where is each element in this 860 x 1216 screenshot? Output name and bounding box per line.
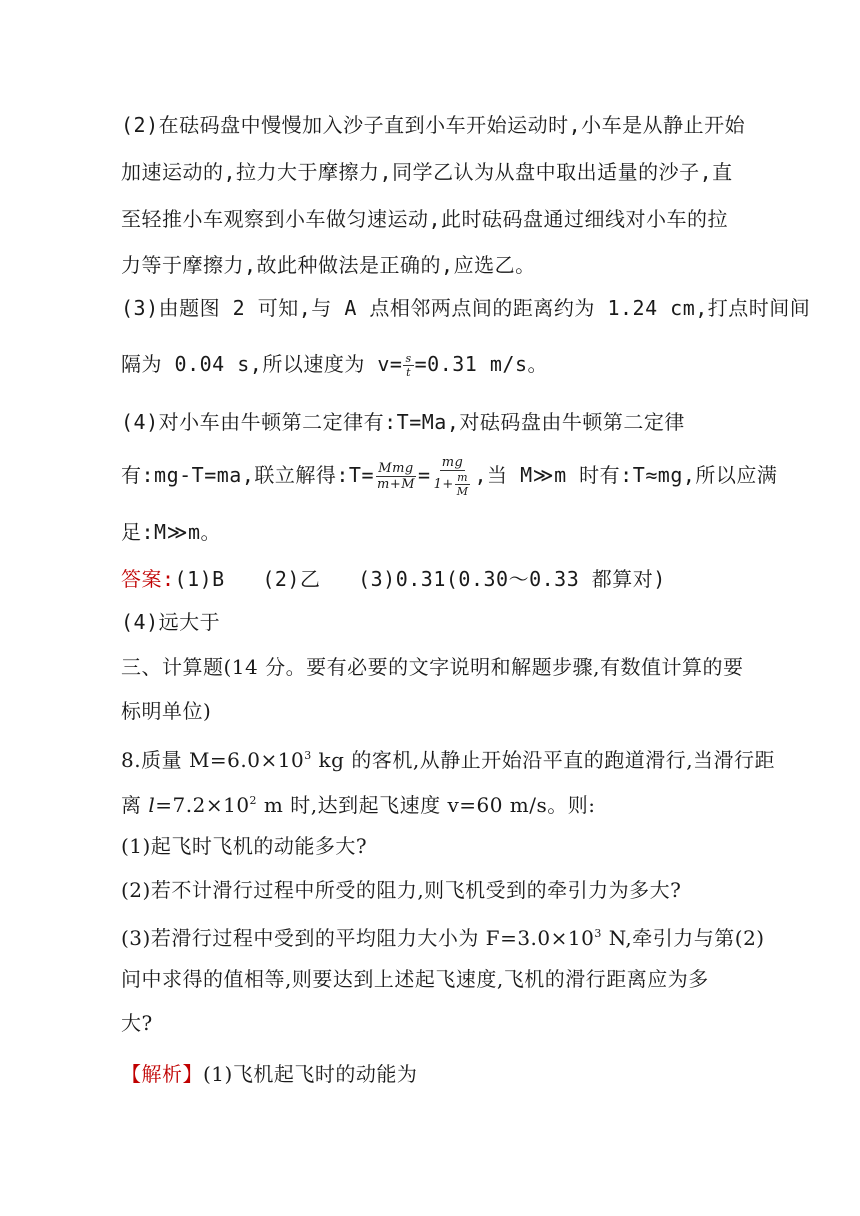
q2-line-1: (2)在砝码盘中慢慢加入沙子直到小车开始运动时,小车是从静止开始	[121, 113, 746, 137]
q2-line-4: 力等于摩擦力,故此种做法是正确的,应选乙。	[121, 253, 536, 277]
analysis-text: (1)飞机起飞时的动能为	[203, 1062, 418, 1086]
problem-8-line-2-pre: 离	[121, 793, 149, 817]
q3-line-2-post: =0.31 m/s。	[414, 352, 548, 376]
problem-8-question-3-line-3: 大?	[121, 1011, 153, 1035]
q3-line-1: (3)由题图 2 可知,与 A 点相邻两点间的距离约为 1.24 cm,打点时间间	[121, 296, 811, 320]
problem-8-line-2	[121, 787, 596, 819]
fraction-numerator: m	[457, 471, 469, 484]
q3-pre: (3)若滑行过程中受到的平均阻力大小为 F=3.0×10	[121, 926, 595, 950]
exponent: 3	[304, 749, 312, 762]
q4-line-3: 足:M≫m。	[121, 520, 222, 544]
fraction-denominator: t	[406, 366, 411, 379]
problem-8-question-1: (1)起飞时飞机的动能多大?	[121, 834, 368, 858]
q4-line-2-post: ,当 M≫m 时有:T≈mg,所以应满	[474, 463, 778, 487]
problem-8-line-1	[121, 742, 775, 774]
q4-line-1: (4)对小车由牛顿第二定律有:T=Ma,对砝码盘由牛顿第二定律	[121, 410, 685, 434]
problem-8-question-2: (2)若不计滑行过程中所受的阻力,则飞机受到的牵引力为多大?	[121, 878, 682, 902]
problem-8-question-3-line-1	[121, 920, 765, 952]
q2-line-3: 至轻推小车观察到小车做匀速运动,此时砝码盘通过细线对小车的拉	[121, 207, 729, 231]
q4-line-2	[121, 456, 777, 497]
velocity-fraction	[403, 353, 413, 378]
problem-8-question-3-line-2: 问中求得的值相等,则要达到上述起飞速度,飞机的滑行距离应为多	[121, 967, 709, 991]
exponent: 3	[594, 927, 602, 940]
fraction-denominator	[432, 471, 474, 497]
problem-8-line-1-pre: 8.质量 M=6.0×10	[121, 748, 305, 772]
fraction-denominator: M	[456, 485, 469, 498]
q2-line-2: 加速运动的,拉力大于摩擦力,同学乙认为从盘中取出适量的沙子,直	[121, 160, 733, 184]
problem-8-line-2-post: m 时,达到起飞速度 v=60 m/s。则:	[257, 793, 596, 817]
fraction-numerator: s	[405, 352, 412, 365]
section-title-line-1: 三、计算题(14 分。要有必要的文字说明和解题步骤,有数值计算的要	[121, 655, 744, 679]
answer-line-2: (4)远大于	[121, 610, 221, 634]
q3-line-2-pre: 隔为 0.04 s,所以速度为 v=	[121, 352, 403, 376]
fraction-numerator: mg	[441, 455, 464, 470]
answer-line-1	[121, 565, 666, 593]
section-title-line-2: 标明单位)	[121, 699, 212, 723]
q4-line-2-pre: 有:mg-T=ma,联立解得:T=	[121, 463, 374, 487]
answer-label: 答案:	[121, 567, 175, 591]
exponent: 2	[249, 794, 258, 807]
fraction-numerator: Mmg	[378, 461, 414, 476]
answer-values: (1)B (2)乙 (3)0.31(0.30～0.33 都算对)	[174, 567, 666, 591]
fraction-denominator: m+M	[377, 477, 416, 492]
denominator-prefix: 1+	[433, 477, 454, 492]
equals-sign: =	[418, 463, 431, 487]
tension-fraction-1	[375, 462, 417, 491]
q3-line-2	[121, 350, 548, 378]
q3-post: N,牵引力与第(2)	[601, 926, 765, 950]
analysis-label: 【解析】	[121, 1062, 203, 1086]
analysis-line	[121, 1060, 417, 1088]
problem-8-line-2-mid: =7.2×10	[155, 793, 250, 817]
inner-fraction	[455, 472, 471, 497]
distance-symbol: l	[148, 793, 156, 817]
tension-fraction-2	[432, 456, 474, 497]
problem-8-line-1-post: kg 的客机,从静止开始沿平直的跑道滑行,当滑行距	[311, 748, 776, 772]
